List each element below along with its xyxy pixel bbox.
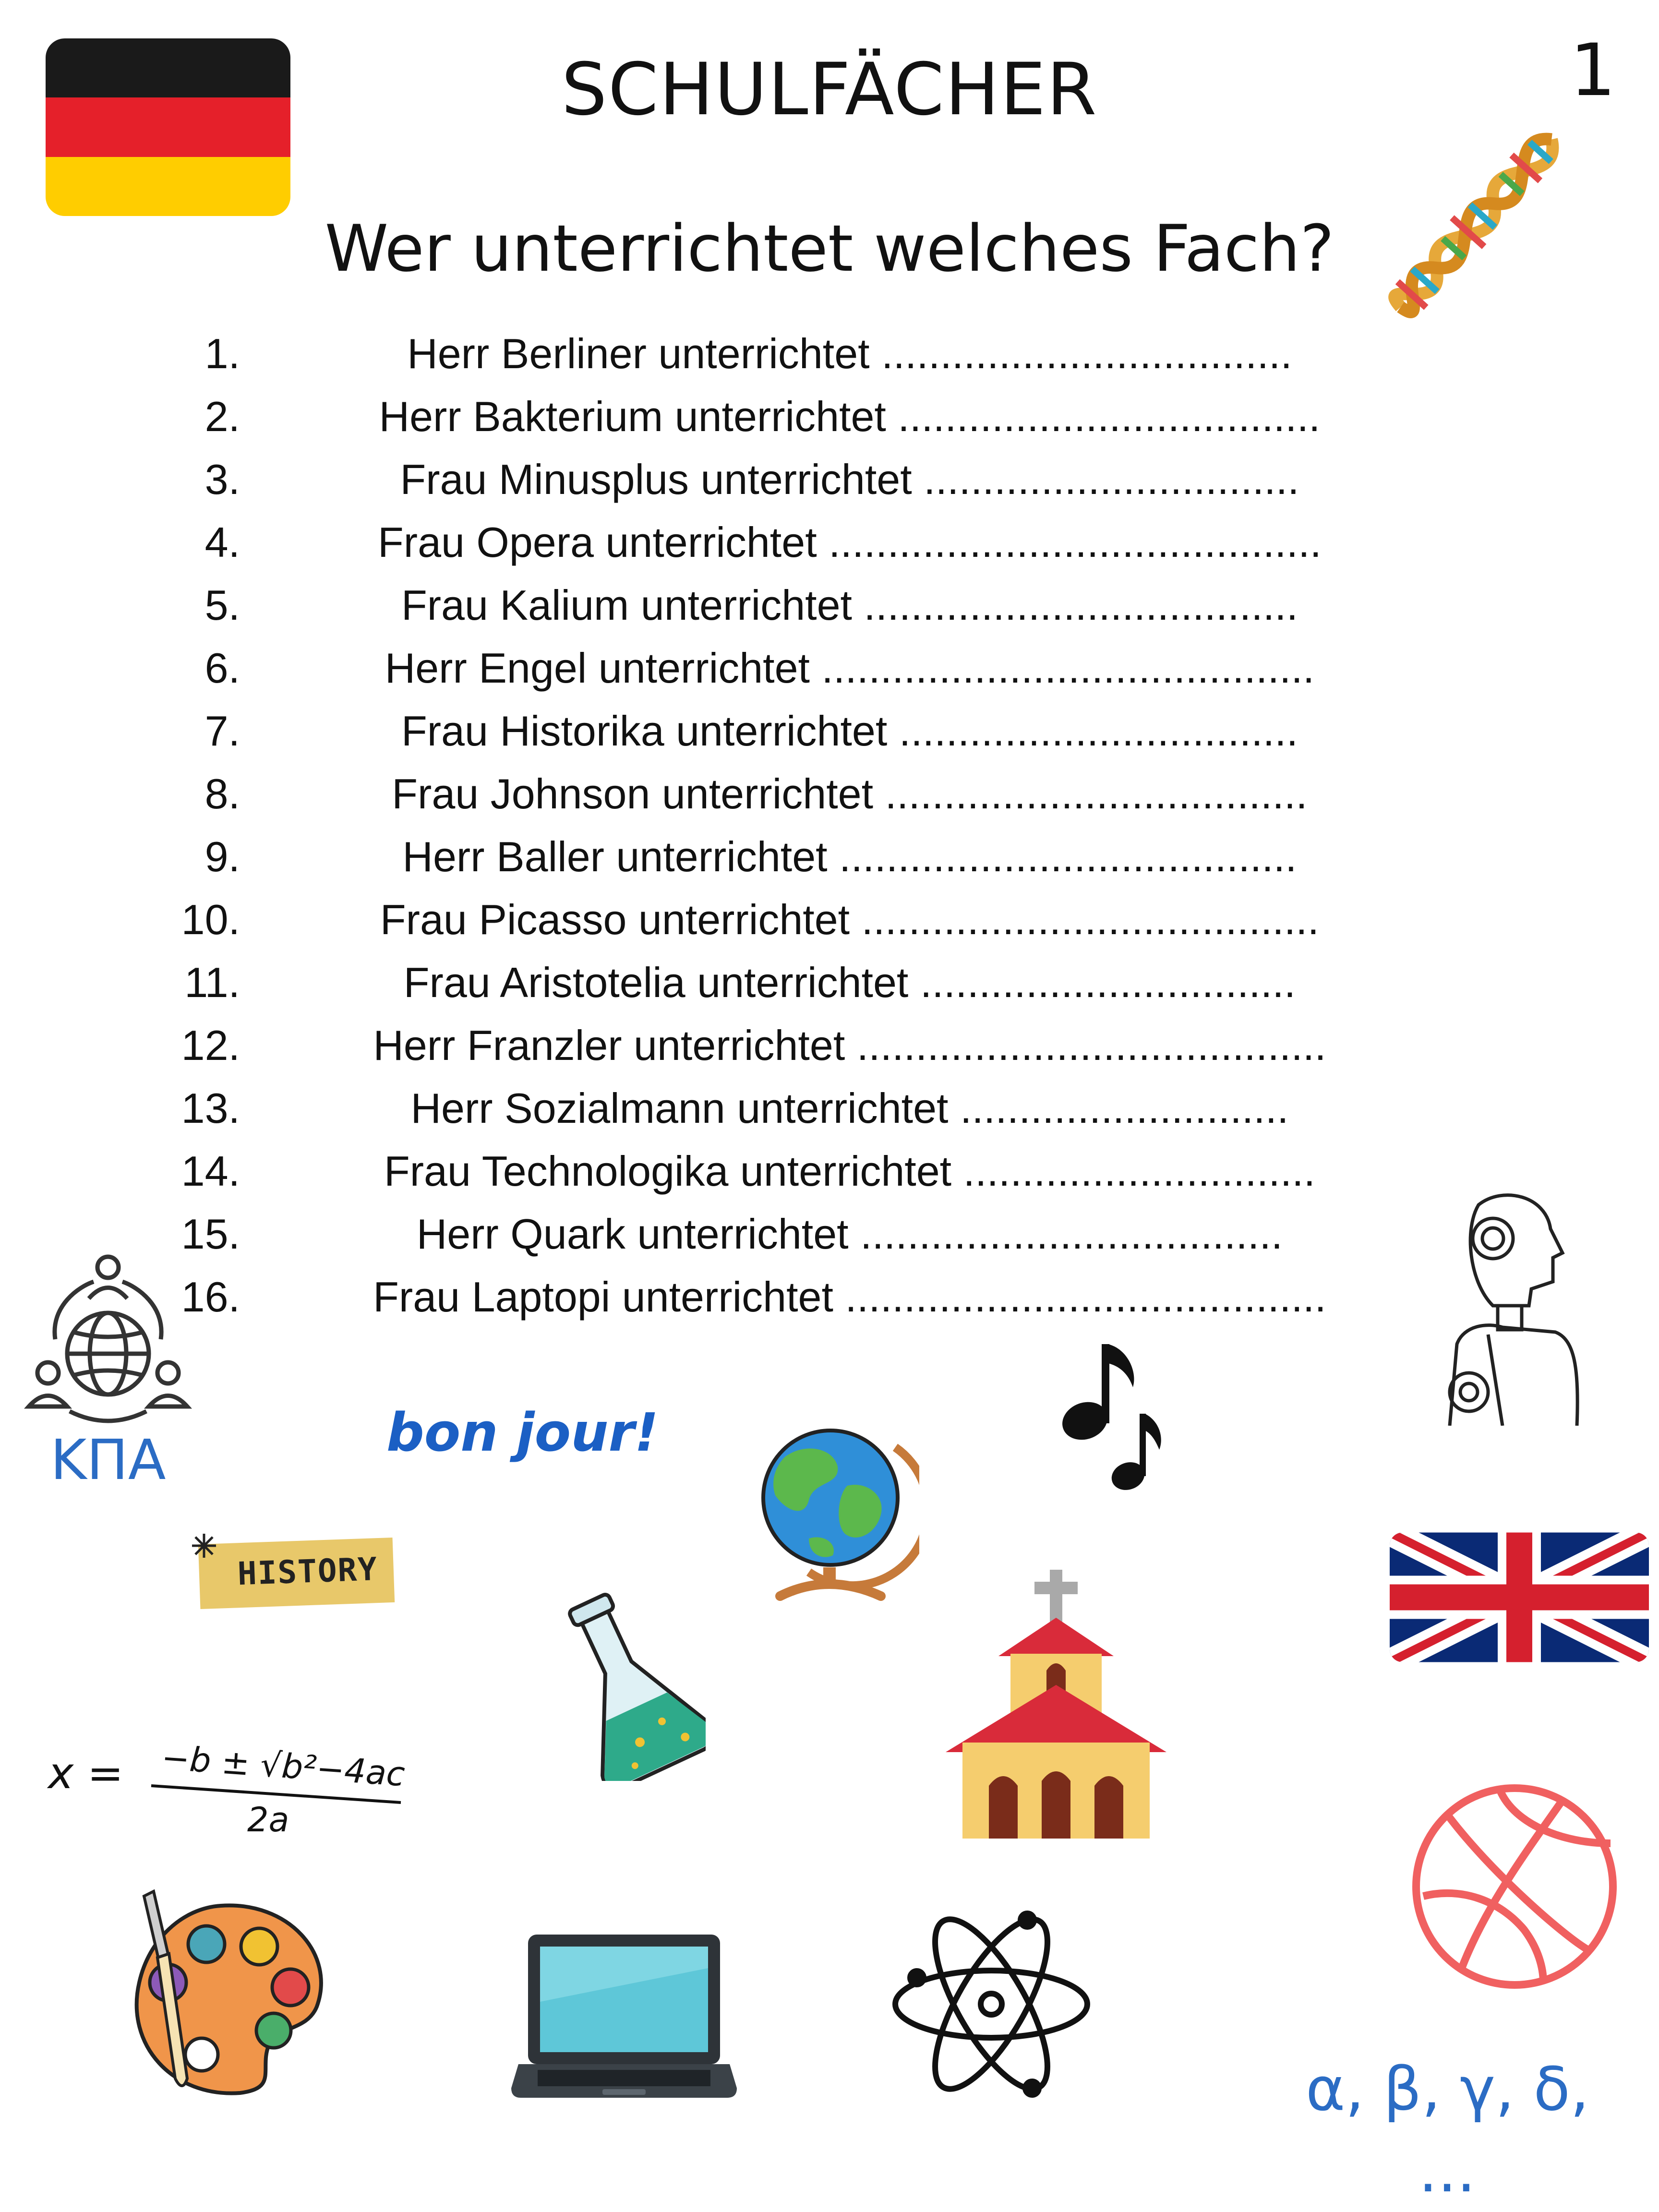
question-text: Frau Laptopi unterrichtet .........................................: [373, 1273, 1326, 1321]
sparkle-icon: [190, 1531, 218, 1560]
question-text: Frau Aristotelia unterrichtet ................................: [403, 959, 1296, 1006]
svg-text:x =: x =: [48, 1748, 124, 1799]
atom-icon: [888, 1901, 1094, 2107]
flask-icon: [547, 1589, 706, 1781]
question-number: 9.: [204, 833, 240, 880]
question-number: 10.: [181, 896, 240, 943]
question-number: 11.: [184, 959, 240, 1006]
greek-letters-ellipsis: ...: [1419, 2136, 1476, 2206]
question-number: 6.: [204, 644, 240, 692]
question-text: Frau Opera unterrichtet ..........................................: [378, 518, 1322, 566]
page-number: 1: [1570, 29, 1616, 112]
svg-text:−b ± √b²−4ac: −b ± √b²−4ac: [160, 1738, 407, 1794]
question-number: 8.: [204, 770, 240, 817]
worksheet-subtitle: Wer unterrichtet welches Fach?: [325, 211, 1334, 286]
bonjour-text: bon jour!: [386, 1402, 659, 1463]
music-notes-icon: [1056, 1334, 1166, 1498]
question-number: 13.: [181, 1084, 240, 1132]
svg-text:2a: 2a: [247, 1800, 289, 1834]
page-title: SCHULFÄCHER: [561, 48, 1098, 132]
question-text: Frau Picasso unterrichtet .......................................: [380, 896, 1320, 943]
question-number: 5.: [204, 581, 240, 629]
greek-letters-text: α, β, γ, δ,: [1306, 2055, 1589, 2124]
history-label-icon: [198, 1538, 395, 1609]
question-text: Frau Technologika unterrichtet ..............................: [384, 1147, 1316, 1195]
robot-icon: [1431, 1186, 1584, 1426]
question-number: 4.: [204, 518, 240, 566]
question-number: 12.: [181, 1022, 240, 1069]
globe-icon: [742, 1414, 919, 1606]
uk-flag-icon: [1390, 1505, 1649, 1690]
question-text: Frau Johnson unterrichtet ....................................: [392, 770, 1308, 817]
question-text: Herr Franzler unterrichtet ........................................: [373, 1022, 1326, 1069]
question-text: Herr Berliner unterrichtet ...................................: [407, 330, 1292, 377]
question-text: Frau Minusplus unterrichtet ................................: [400, 456, 1299, 503]
question-number: 2.: [204, 393, 240, 440]
question-text: Herr Sozialmann unterrichtet ............................: [410, 1084, 1289, 1132]
question-number: 3.: [204, 456, 240, 503]
question-text: Herr Engel unterrichtet ..........................................: [385, 644, 1315, 692]
question-text: Frau Historika unterrichtet ..................................: [401, 707, 1298, 755]
question-number: 16.: [181, 1273, 240, 1321]
laptop-icon: [509, 1930, 739, 2103]
question-text: Herr Baller unterrichtet .......................................: [402, 833, 1297, 880]
basketball-icon: [1404, 1776, 1625, 1997]
quadratic-formula-icon: [46, 1723, 410, 1834]
dna-icon: [1358, 106, 1594, 341]
question-text: Herr Quark unterrichtet ....................................: [416, 1210, 1283, 1258]
question-number: 14.: [181, 1147, 240, 1195]
paint-palette-icon: [115, 1887, 336, 2103]
network-globe-icon: [22, 1253, 194, 1431]
question-text: Frau Kalium unterrichtet .....................................: [401, 581, 1298, 629]
church-icon: [943, 1570, 1169, 1839]
history-text: HISTORY: [237, 1551, 379, 1593]
network-label: ΚΠΑ: [50, 1428, 166, 1492]
question-number: 7.: [204, 707, 240, 755]
question-number: 1.: [204, 330, 240, 377]
question-number: 15.: [181, 1210, 240, 1258]
question-text: Herr Bakterium unterrichtet ....................................: [379, 393, 1321, 440]
